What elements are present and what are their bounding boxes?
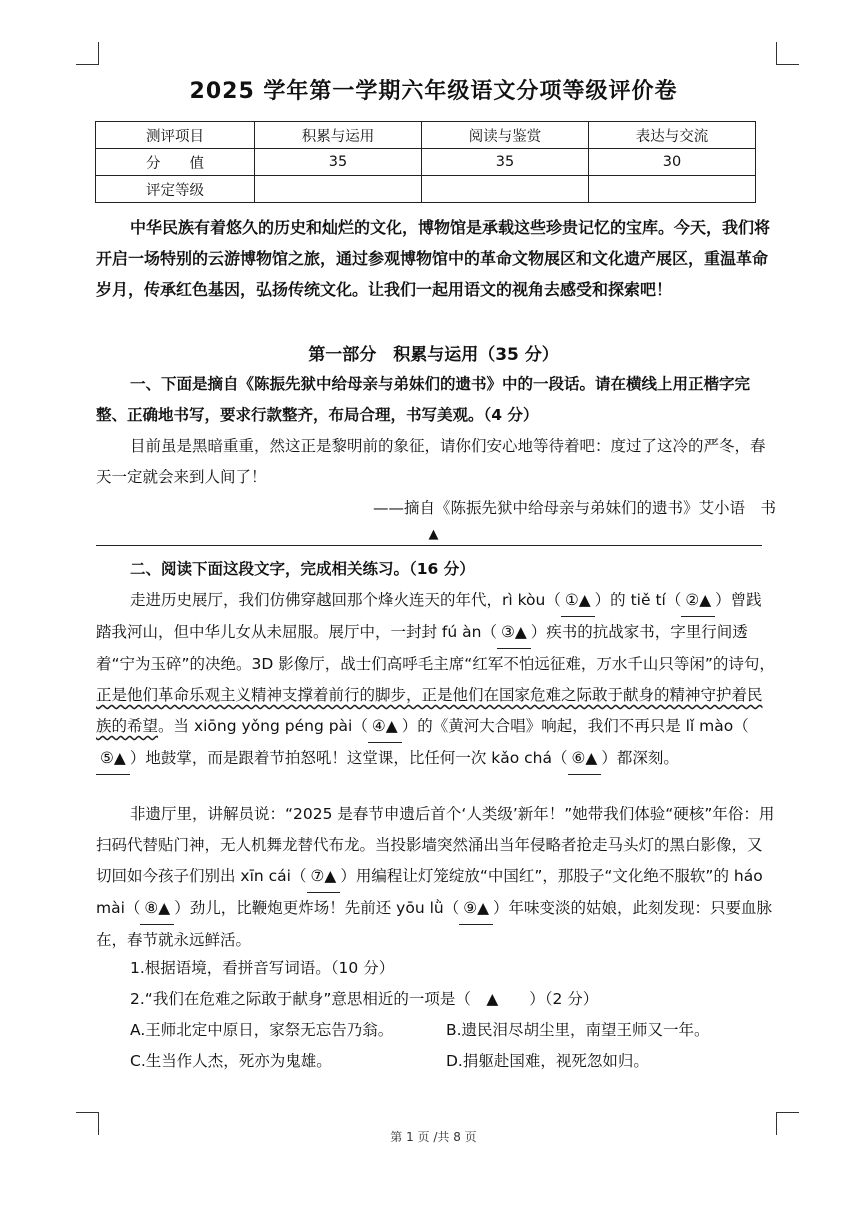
grade-cell[interactable]: [589, 176, 756, 203]
text-segment: ）的 tiě tí（: [594, 591, 682, 609]
reading-paragraph-1: [96, 585, 776, 775]
answer-blank-5[interactable]: ⑤▲: [96, 743, 130, 775]
text-segment: 非遗厅里，讲解员说：“2025 是春节申遗后首个‘人类级’新年！”她带我们体验“硬核”年俗：用扫码代替贴门神，无人机舞龙替代布龙。当投影墙突然涌出当年侵略者抢走马头灯的黑白影像，又切回如今孩子们别出 xīn cái（: [96, 805, 775, 885]
text-segment: ）疾书的抗战家书，字里行间透着“宁为玉碎”的决绝。3D 影像厅，战士们高呼毛主席“红军不怕远征难，万水千山只等闲”的诗句，: [96, 623, 775, 673]
option-d[interactable]: D.捐躯赴国难，视死忽如归。: [446, 1052, 649, 1070]
answer-blank-4[interactable]: ④▲: [368, 711, 402, 743]
text-segment: 。当 xiōng yǒng péng pài（: [158, 717, 368, 735]
answer-blank-2[interactable]: ②▲: [681, 585, 715, 617]
text-segment: ）地鼓掌，而是跟着节拍怒吼！这堂课，比任何一次 kǎo chá（: [129, 749, 568, 767]
question-1-heading: 一、下面是摘自《陈振先狱中给母亲与弟妹们的遗书》中的一段话。请在横线上用正楷字完整、正确地书写，要求行款整齐，布局合理，书写美观。（4 分）: [96, 375, 751, 424]
intro-paragraph: 中华民族有着悠久的历史和灿烂的文化，博物馆是承载这些珍贵记忆的宝库。今天，我们将开启一场特别的云游博物馆之旅，通过参观博物馆中的革命文物展区和文化遗产展区，重温革命岁月，传承红色基因，弘扬传统文化。让我们一起用语文的视角去感受和探索吧！: [96, 218, 771, 299]
copy-passage: 目前虽是黑暗重重，然这正是黎明前的象征，请你们安心地等待着吧：度过了这冷的严冬，春天一定就会来到人间了！: [96, 437, 766, 486]
wavy-underlined-sentence: 正是他们革命乐观主义精神支撑着前行的脚步，正是他们在国家危难之际敢于献身的精神守护着民族的希望: [96, 686, 763, 735]
answer-blank-9[interactable]: ⑨▲: [459, 893, 493, 925]
table-cell: 积累与运用: [255, 122, 422, 149]
table-cell: 分 值: [96, 149, 255, 176]
table-cell: 测评项目: [96, 122, 255, 149]
page-title: 2025 学年第一学期六年级语文分项等级评价卷: [189, 79, 678, 104]
answer-blank-8[interactable]: ⑧▲: [140, 893, 174, 925]
answer-blank-7[interactable]: ⑦▲: [307, 861, 341, 893]
table-cell: 35: [422, 149, 589, 176]
text-segment: ）用编程让灯笼绽放“中国红”，那股子“文化绝不服软”的 háo mài（: [96, 867, 763, 917]
passage-source: ——摘自《陈振先狱中给母亲与弟妹们的遗书》艾小语 书: [372, 499, 776, 517]
question-2-heading: 二、阅读下面这段文字，完成相关练习。（16 分）: [130, 560, 475, 578]
table-row: [96, 149, 756, 176]
option-b[interactable]: B.遗民泪尽胡尘里，南望王师又一年。: [446, 1021, 710, 1039]
table-row: [96, 122, 756, 149]
text-segment: ）都深刻。: [601, 749, 679, 767]
sub-question-1: 1.根据语境，看拼音写词语。（10 分）: [130, 959, 395, 977]
table-cell: 阅读与鉴赏: [422, 122, 589, 149]
table-cell: 评定等级: [96, 176, 255, 203]
answer-blank-1[interactable]: ①▲: [561, 585, 595, 617]
crop-mark-top-left: [76, 42, 99, 65]
table-cell: 表达与交流: [589, 122, 756, 149]
answer-blank-6[interactable]: ⑥▲: [568, 743, 602, 775]
answer-blank-3[interactable]: ③▲: [497, 617, 531, 649]
text-segment: 走进历史展厅，我们仿佛穿越回那个烽火连天的年代，rì kòu（: [130, 591, 561, 609]
grade-cell[interactable]: [255, 176, 422, 203]
table-cell: 35: [255, 149, 422, 176]
text-segment: ）年味变淡的姑娘，此刻发现：只要血脉在，春节就永远鲜活。: [96, 899, 773, 949]
option-c[interactable]: C.生当作人杰，死亦为鬼雄。: [130, 1052, 332, 1070]
answer-mark: ▲: [428, 527, 439, 542]
reading-paragraph-2: [96, 799, 776, 956]
text-segment: ）的《黄河大合唱》响起，我们不再只是 lǐ mào（: [401, 717, 749, 735]
section-title: 第一部分 积累与运用（35 分）: [308, 345, 559, 365]
grade-cell[interactable]: [422, 176, 589, 203]
sub-question-2: 2.“我们在危难之际敢于献身”意思相近的一项是（ ▲ ）（2 分）: [130, 990, 599, 1008]
table-row: [96, 176, 756, 203]
text-segment: ）劲儿，比鞭炮更炸场！先前还 yōu lǜ（: [174, 899, 460, 917]
page-number: 第 1 页 /共 8 页: [390, 1130, 477, 1144]
score-table: [95, 121, 756, 203]
text-segment: ）曾践踏我河山，但中华儿女从未屈服。展厅中，一封封 fú àn（: [96, 591, 762, 641]
crop-mark-top-right: [776, 42, 799, 65]
table-cell: 30: [589, 149, 756, 176]
writing-line[interactable]: [96, 545, 762, 546]
option-a[interactable]: A.王师北定中原日，家祭无忘告乃翁。: [130, 1021, 394, 1039]
